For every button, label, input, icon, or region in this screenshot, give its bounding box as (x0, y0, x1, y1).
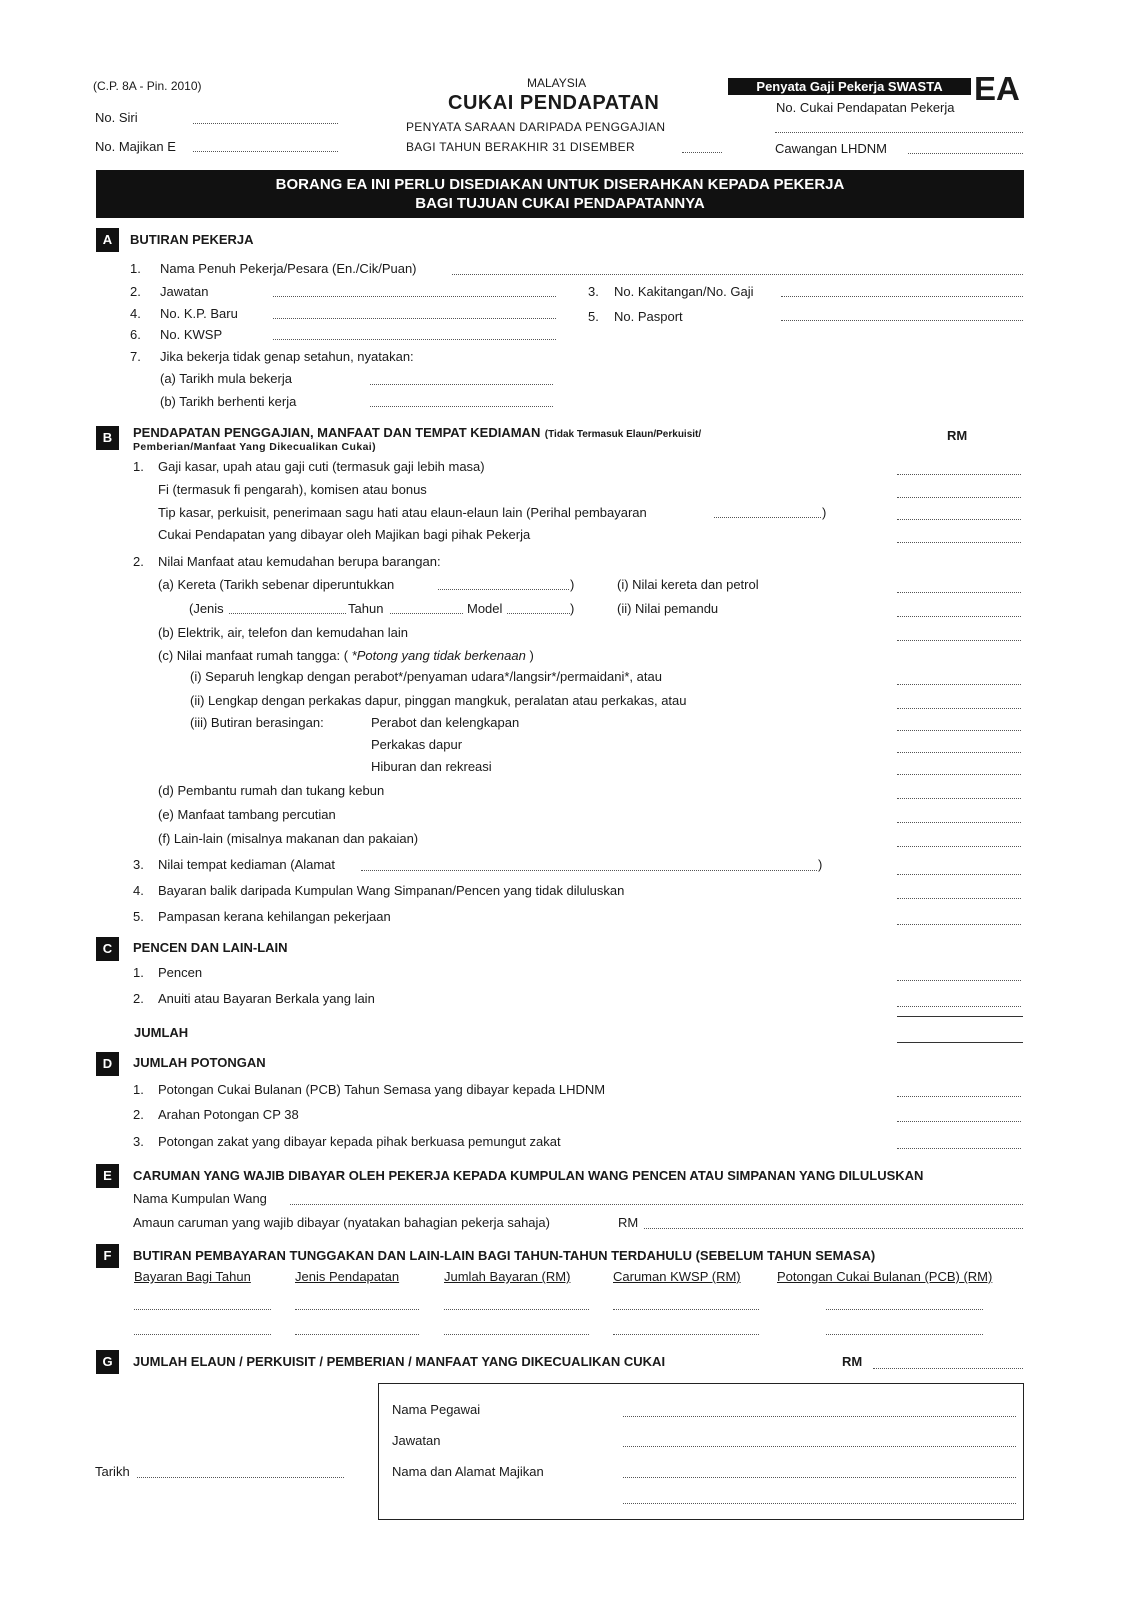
f-col-jenis: Jenis Pendapatan (295, 1269, 400, 1284)
tarikh-label: Tarikh (95, 1464, 130, 1479)
f-row2-kwsp[interactable] (613, 1334, 759, 1335)
b-amount-pembantu[interactable] (897, 798, 1021, 799)
subtitle-1: PENYATA SARAAN DARIPADA PENGGAJIAN (406, 120, 666, 134)
a-label-nama: Nama Penuh Pekerja/Pesara (En./Cik/Puan) (160, 261, 417, 276)
b-amount-bayaran-balik[interactable] (897, 898, 1021, 899)
b-label-lain: (f) Lain-lain (misalnya makanan dan pakaian) (158, 831, 419, 846)
c-num-1: 1. (133, 965, 144, 980)
b-rumah-tangga-note: *Potong yang tidak berkenaan (348, 648, 530, 663)
b-amount-hiburan[interactable] (897, 774, 1021, 775)
perihal-field[interactable] (714, 517, 821, 518)
jenis-field[interactable] (229, 613, 346, 614)
a-num-7: 7. (130, 349, 141, 364)
jawatan-field[interactable] (273, 296, 556, 297)
section-d-badge: D (96, 1052, 119, 1076)
f-col-pcb: Potongan Cukai Bulanan (PCB) (RM) (777, 1269, 993, 1284)
b-amount-kereta[interactable] (897, 592, 1021, 593)
g-rm-label: RM (842, 1354, 863, 1369)
b-label-rumah-tangga (158, 648, 534, 663)
a-label-berhenti: (b) Tarikh berhenti kerja (160, 394, 297, 409)
b-label-elektrik: (b) Elektrik, air, telefon dan kemudahan lain (158, 625, 409, 640)
b-rumah-tangga-close: ) (529, 648, 534, 663)
a-label-kwsp: No. KWSP (160, 327, 223, 342)
section-f-title: BUTIRAN PEMBAYARAN TUNGGAKAN DAN LAIN-LAIN BAGI TAHUN-TAHUN TERDAHULU (SEBELUM TAHUN SEMASA) (133, 1248, 876, 1263)
b-amount-kediaman[interactable] (897, 874, 1021, 875)
jawatan-pegawai-field[interactable] (623, 1446, 1016, 1447)
b-label-pemandu: (ii) Nilai pemandu (617, 601, 719, 616)
pasport-field[interactable] (781, 320, 1023, 321)
b-num-1: 1. (133, 459, 144, 474)
nama-alamat-label: Nama dan Alamat Majikan (392, 1464, 544, 1479)
b-label-hiburan: Hiburan dan rekreasi (371, 759, 492, 774)
f-col-jumlah: Jumlah Bayaran (RM) (444, 1269, 571, 1284)
b-label-percutian: (e) Manfaat tambang percutian (158, 807, 336, 822)
section-e-badge: E (96, 1164, 119, 1188)
page-title: CUKAI PENDAPATAN (448, 92, 660, 114)
b-amount-pampasan[interactable] (897, 924, 1021, 925)
section-f-badge: F (96, 1244, 119, 1268)
no-cukai-label: No. Cukai Pendapatan Pekerja (776, 100, 955, 115)
f-row2-jumlah[interactable] (444, 1334, 589, 1335)
b-amount-fi[interactable] (897, 497, 1021, 498)
c-label-pencen: Pencen (158, 965, 203, 980)
b-label-cukai-majikan: Cukai Pendapatan yang dibayar oleh Majikan bagi pihak Pekerja (158, 527, 531, 542)
section-b-badge: B (96, 426, 119, 450)
b-model-close: ) (570, 601, 575, 616)
tarikh-field[interactable] (137, 1477, 344, 1478)
b-amount-separuh[interactable] (897, 684, 1021, 685)
form-code: (C.P. 8A - Pin. 2010) (93, 79, 202, 93)
d-num-1: 1. (133, 1082, 144, 1097)
no-majikan-field[interactable] (193, 151, 338, 152)
nama-field[interactable] (452, 274, 1023, 275)
a-label-mula: (a) Tarikh mula bekerja (160, 371, 292, 386)
f-row1-jenis[interactable] (295, 1309, 419, 1310)
banner-line-2: BAGI TUJUAN CUKAI PENDAPATANNYA (415, 195, 705, 212)
f-row1-pcb[interactable] (826, 1309, 983, 1310)
a-label-tidak-genap: Jika bekerja tidak genap setahun, nyatakan: (160, 349, 414, 364)
country-label: MALAYSIA (527, 76, 587, 90)
b-label-nilai-kereta: (i) Nilai kereta dan petrol (617, 577, 759, 592)
section-b-title (133, 424, 701, 442)
b-amount-tip[interactable] (897, 519, 1021, 520)
b-label-pembantu: (d) Pembantu rumah dan tukang kebun (158, 783, 385, 798)
section-e-title: CARUMAN YANG WAJIB DIBAYAR OLEH PEKERJA KEPADA KUMPULAN WANG PENCEN ATAU SIMPANAN YANG DILULUSKAN (133, 1168, 924, 1183)
d-label-pcb: Potongan Cukai Bulanan (PCB) Tahun Semasa yang dibayar kepada LHDNM (158, 1082, 606, 1097)
b-num-3: 3. (133, 857, 144, 872)
form-type-box: Penyata Gaji Pekerja SWASTA (728, 78, 971, 95)
e-rm-label: RM (618, 1215, 639, 1230)
no-majikan-label: No. Majikan E (95, 139, 176, 154)
cawangan-label: Cawangan LHDNM (775, 141, 887, 156)
tahun-field[interactable] (682, 152, 722, 153)
e-label-nama-kumpulan: Nama Kumpulan Wang (133, 1191, 267, 1206)
kwsp-field[interactable] (273, 339, 556, 340)
section-c-title: PENCEN DAN LAIN-LAIN (133, 940, 288, 955)
b-amount-elektrik[interactable] (897, 640, 1021, 641)
section-d-title: JUMLAH POTONGAN (133, 1055, 266, 1070)
d-label-zakat: Potongan zakat yang dibayar kepada pihak berkuasa pemungut zakat (158, 1134, 561, 1149)
d-amount-pcb[interactable] (897, 1096, 1021, 1097)
b-label-pampasan: Pampasan kerana kehilangan pekerjaan (158, 909, 391, 924)
jumlah-total-field[interactable] (897, 1042, 1023, 1043)
section-g-badge: G (96, 1350, 119, 1374)
section-c-badge: C (96, 937, 119, 961)
f-col-kwsp: Caruman KWSP (RM) (613, 1269, 741, 1284)
a-label-jawatan: Jawatan (160, 284, 209, 299)
b-amount-cukai-majikan[interactable] (897, 542, 1021, 543)
subtitle-2: BAGI TAHUN BERAKHIR 31 DISEMBER (406, 140, 635, 154)
b-num-2: 2. (133, 554, 144, 569)
alamat-kediaman-field[interactable] (361, 870, 817, 871)
form-letter: EA (974, 70, 1020, 107)
b-label-kereta: (a) Kereta (Tarikh sebenar diperuntukkan (158, 577, 395, 592)
jumlah-label: JUMLAH (134, 1025, 189, 1040)
no-siri-label: No. Siri (95, 110, 138, 125)
b-num-5: 5. (133, 909, 144, 924)
f-row1-kwsp[interactable] (613, 1309, 759, 1310)
rm-header: RM (947, 428, 968, 443)
b-amount-lain[interactable] (897, 846, 1021, 847)
a-num-4: 4. (130, 306, 141, 321)
c-num-2: 2. (133, 991, 144, 1006)
kp-field[interactable] (273, 318, 556, 319)
jawatan-pegawai-label: Jawatan (392, 1433, 441, 1448)
no-cukai-field[interactable] (775, 132, 1023, 133)
a-num-3: 3. (588, 284, 599, 299)
b-amount-perabot[interactable] (897, 730, 1021, 731)
a-label-kakitangan: No. Kakitangan/No. Gaji (614, 284, 754, 299)
b-label-kediaman: Nilai tempat kediaman (Alamat (158, 857, 336, 872)
amaun-caruman-field[interactable] (644, 1228, 1023, 1229)
b-label-manfaat: Nilai Manfaat atau kemudahan berupa barangan: (158, 554, 441, 569)
nama-alamat-field-2[interactable] (623, 1503, 1016, 1504)
b-label-berasingan: (iii) Butiran berasingan: (190, 715, 324, 730)
model-field[interactable] (507, 613, 570, 614)
b-kereta-close: ) (570, 577, 575, 592)
a-num-1: 1. (130, 261, 141, 276)
a-num-5: 5. (588, 309, 599, 324)
b-label-gaji: Gaji kasar, upah atau gaji cuti (termasuk gaji lebih masa) (158, 459, 485, 474)
section-b-title-note: (Tidak Termasuk Elaun/Perkuisit/ (544, 429, 702, 440)
b-rumah-tangga-text: (c) Nilai manfaat rumah tangga: ( (158, 648, 349, 663)
f-row2-tahun[interactable] (134, 1334, 271, 1335)
f-row2-jenis[interactable] (295, 1334, 419, 1335)
b-label-fi: Fi (termasuk fi pengarah), komisen atau bonus (158, 482, 427, 497)
d-label-cp38: Arahan Potongan CP 38 (158, 1107, 299, 1122)
section-a-title: BUTIRAN PEKERJA (130, 232, 254, 247)
f-col-tahun: Bayaran Bagi Tahun (134, 1269, 251, 1284)
section-b-title-line2: Pemberian/Manfaat Yang Dikecualikan Cukai) (133, 441, 377, 453)
nama-pegawai-field[interactable] (623, 1416, 1016, 1417)
b-label-tahun: Tahun (348, 601, 384, 616)
b-num-4: 4. (133, 883, 144, 898)
c-amount-pencen[interactable] (897, 980, 1021, 981)
tarikh-mula-field[interactable] (370, 384, 553, 385)
f-row2-pcb[interactable] (826, 1334, 983, 1335)
g-amount-field[interactable] (873, 1368, 1023, 1369)
f-row1-jumlah[interactable] (444, 1309, 589, 1310)
a-label-kp: No. K.P. Baru (160, 306, 238, 321)
b-amount-gaji[interactable] (897, 474, 1021, 475)
tarikh-berhenti-field[interactable] (370, 406, 553, 407)
cawangan-field[interactable] (908, 153, 1023, 154)
a-label-pasport: No. Pasport (614, 309, 683, 324)
c-subtotal-rule (897, 1016, 1023, 1017)
b-label-tip: Tip kasar, perkuisit, penerimaan sagu hati atau elaun-elaun lain (Perihal pembayaran (158, 505, 647, 520)
b-label-lengkap: (ii) Lengkap dengan perkakas dapur, pinggan mangkuk, peralatan atau perkakas, atau (190, 693, 687, 708)
notice-banner (96, 170, 1024, 218)
d-num-3: 3. (133, 1134, 144, 1149)
nama-kumpulan-field[interactable] (290, 1204, 1023, 1205)
b-label-separuh: (i) Separuh lengkap dengan perabot*/penyaman udara*/langsir*/permaidani*, atau (190, 669, 662, 684)
d-amount-zakat[interactable] (897, 1148, 1021, 1149)
f-row1-tahun[interactable] (134, 1309, 271, 1310)
banner-line-1: BORANG EA INI PERLU DISEDIAKAN UNTUK DISERAHKAN KEPADA PEKERJA (275, 176, 845, 193)
b-label-bayaran-balik: Bayaran balik daripada Kumpulan Wang Simpanan/Pencen yang tidak diluluskan (158, 883, 625, 898)
e-label-amaun: Amaun caruman yang wajib dibayar (nyatakan bahagian pekerja sahaja) (133, 1215, 550, 1230)
section-b-title-main: PENDAPATAN PENGGAJIAN, MANFAAT DAN TEMPAT KEDIAMAN (133, 425, 541, 440)
a-num-2: 2. (130, 284, 141, 299)
b-amount-perkakas[interactable] (897, 752, 1021, 753)
b-label-perkakas: Perkakas dapur (371, 737, 463, 752)
tahun-kereta-field[interactable] (390, 613, 463, 614)
no-siri-field[interactable] (193, 123, 338, 124)
c-amount-anuiti[interactable] (897, 1006, 1021, 1007)
tarikh-kereta-field[interactable] (438, 589, 569, 590)
b-tip-close: ) (822, 505, 827, 520)
nama-alamat-field-1[interactable] (623, 1477, 1016, 1478)
b-amount-lengkap[interactable] (897, 708, 1021, 709)
section-a-badge: A (96, 228, 119, 252)
b-label-perabot: Perabot dan kelengkapan (371, 715, 520, 730)
section-g-title: JUMLAH ELAUN / PERKUISIT / PEMBERIAN / MANFAAT YANG DIKECUALIKAN CUKAI (133, 1354, 666, 1369)
a-num-6: 6. (130, 327, 141, 342)
b-label-jenis: (Jenis (189, 601, 224, 616)
b-amount-pemandu[interactable] (897, 616, 1021, 617)
b-amount-percutian[interactable] (897, 822, 1021, 823)
kakitangan-field[interactable] (781, 296, 1023, 297)
c-label-anuiti: Anuiti atau Bayaran Berkala yang lain (158, 991, 375, 1006)
nama-pegawai-label: Nama Pegawai (392, 1402, 481, 1417)
b-kediaman-close: ) (818, 857, 823, 872)
b-label-model: Model (467, 601, 503, 616)
d-amount-cp38[interactable] (897, 1121, 1021, 1122)
d-num-2: 2. (133, 1107, 144, 1122)
